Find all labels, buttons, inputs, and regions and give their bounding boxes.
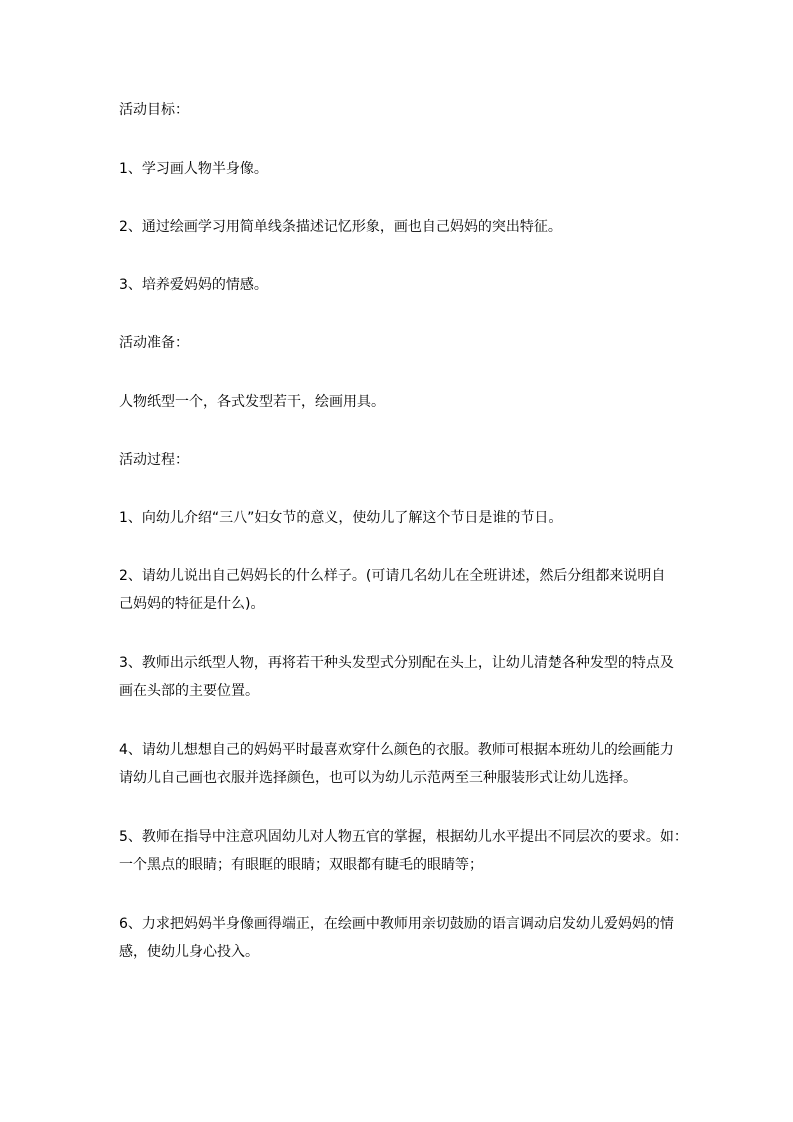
goal-2: 2、通过绘画学习用简单线条描述记忆形象，画也自己妈妈的突出特征。: [119, 219, 562, 235]
step-6-line-2: 感，使幼儿身心投入。: [119, 944, 259, 960]
step-5-line-1: 5、教师在指导中注意巩固幼儿对人物五官的掌握，根据幼儿水平提出不同层次的要求。如：: [119, 829, 688, 845]
step-2-line-2: 己妈妈的特征是什么)。: [119, 596, 265, 612]
heading-goals: 活动目标：: [119, 102, 189, 118]
heading-prep: 活动准备：: [119, 335, 189, 351]
step-1-line-1: 1、向幼儿介绍“三八”妇女节的意义，使幼儿了解这个节日是谁的节日。: [119, 510, 563, 526]
step-4-line-1: 4、请幼儿想想自己的妈妈平时最喜欢穿什么颜色的衣服。教师可根据本班幼儿的绘画能力: [119, 742, 674, 758]
goal-3: 3、培养爱妈妈的情感。: [119, 277, 268, 293]
step-4-line-2: 请幼儿自己画也衣服并选择颜色，也可以为幼儿示范两至三种服装形式让幼儿选择。: [119, 770, 637, 786]
step-3-line-1: 3、教师出示纸型人物，再将若干种头发型式分别配在头上，让幼儿清楚各种发型的特点及: [119, 655, 674, 671]
step-6-line-1: 6、力求把妈妈半身像画得端正，在绘画中教师用亲切鼓励的语言调动启发幼儿爱妈妈的情: [119, 916, 674, 932]
goal-1: 1、学习画人物半身像。: [119, 161, 268, 177]
step-2-line-1: 2、请幼儿说出自己妈妈长的什么样子。(可请几名幼儿在全班讲述，然后分组都来说明自: [119, 568, 666, 584]
heading-process: 活动过程：: [119, 452, 189, 468]
step-3-line-2: 画在头部的主要位置。: [119, 683, 259, 699]
prep-text: 人物纸型一个，各式发型若干，绘画用具。: [119, 394, 385, 410]
step-5-line-2: 一个黑点的眼睛；有眼眶的眼睛；双眼都有睫毛的眼睛等；: [119, 857, 483, 873]
